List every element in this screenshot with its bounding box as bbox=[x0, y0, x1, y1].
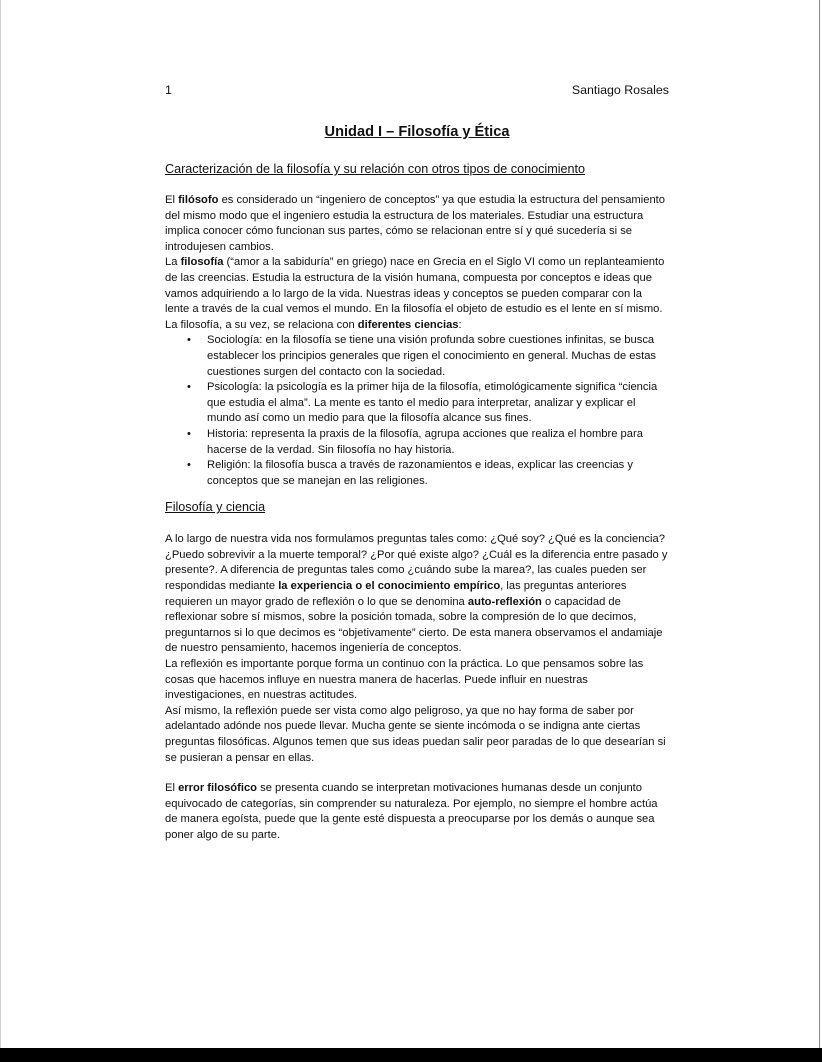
document-title: Unidad I – Filosofía y Ética bbox=[324, 124, 510, 140]
document-content bbox=[165, 82, 669, 844]
page-number: 1 bbox=[165, 83, 172, 97]
paragraph: La reflexión es importante porque forma un continuo con la práctica. Lo que pensamos sobre las cosas que hacemos influye en nuestra manera de hacerlas. Puede influir en nuestras investigaciones, en nuestras actitudes. bbox=[165, 658, 644, 702]
section-heading-caracterizacion: Caracterización de la filosofía y su relación con otros tipos de conocimiento bbox=[165, 162, 586, 176]
paragraph: La filosofía (“amor a la sabiduría” en griego) nace en Grecia en el Siglo VI como un replanteamiento de las creencias. Estudia la estructura de la visión humana, compuesta por conceptos e ideas que vamos adquiriendo a lo largo de la vida. Nuestras ideas y conceptos se pueden comparar con la lente a través de la cual vemos el mundo. En la filosofía el objeto de estudio es el lente en sí mismo. bbox=[165, 256, 665, 316]
paragraph: A lo largo de nuestra vida nos formulamos preguntas tales como: ¿Qué soy? ¿Qué es la conciencia? ¿Puedo sobrevivir a la muerte temporal? ¿Por qué existe algo? ¿Cuál es la diferencia entre pasado y presente?. A diferencia de preguntas tales como ¿cuándo sube la marea?, las cuales pueden ser respondidas mediante la experiencia o el conocimiento empírico, las preguntas anteriores requieren un mayor grado de reflexión o lo que se denomina auto-reflexión o capacidad de reflexionar sobre sí mismos, sobre la posición tomada, sobre la compresión de lo que decimos, preguntarnos si lo que decimos es “objetivamente” cierto. De esta manera observamos el andamiaje de nuestro pensamiento, hacemos ingeniería de conceptos. bbox=[165, 533, 668, 655]
paragraph: La filosofía, a su vez, se relaciona con diferentes ciencias: bbox=[165, 318, 462, 331]
paragraph: El error filosófico se presenta cuando se interpretan motivaciones humanas desde un conjunto equivocado de categorías, sin comprender su naturaleza. Por ejemplo, no siempre el hombre actúa de manera egoísta, puede que la gente esté dispuesta a preocuparse por los demás o aunque sea poner algo de su parte. bbox=[165, 782, 658, 841]
paragraph: El filósofo es considerado un “ingeniero de conceptos” ya que estudia la estructura del pensamiento del mismo modo que el ingeniero estudia la estructura de los materiales. Estudiar una estructura implica conocer cómo funcionan sus partes, cómo se relacionan entre sí y qué sucedería si se introdujesen cambios. bbox=[165, 194, 666, 253]
list-item: • Psicología: la psicología es la primer hija de la filosofía, etimológicamente significa “ciencia que estudia el alma”. La mente es tanto el medio para interpretar, analizar y explicar el mundo así como un medio para que la filosofía alcance sus fines. bbox=[207, 380, 669, 427]
author-name: Santiago Rosales bbox=[571, 83, 669, 97]
page-header bbox=[165, 82, 669, 98]
paragraph-gap bbox=[165, 766, 669, 781]
bottom-bar bbox=[0, 1048, 822, 1062]
list-item: • Historia: representa la praxis de la filosofía, agrupa acciones que realiza el hombre para hacerse de la verdad. Sin filosofía no hay historia. bbox=[207, 427, 669, 458]
list-item: • Religión: la filosofía busca a través de razonamientos e ideas, explicar las creencias y conceptos que se manejan en las religiones. bbox=[207, 458, 669, 489]
list-item: • Sociología: en la filosofía se tiene una visión profunda sobre cuestiones infinitas, se busca establecer los principios generales que rigen el conocimiento en general. Muchas de estas cuestiones surgen del contacto con la sociedad. bbox=[207, 333, 669, 380]
paragraph: Así mismo, la reflexión puede ser vista como algo peligroso, ya que no hay forma de saber por adelantado adónde nos puede llevar. Mucha gente se siente incómoda o se indigna ante ciertas preguntas filosóficas. Algunos temen que sus ideas puedan salir peor paradas de lo que desearían si se pusieran a pensar en ellas. bbox=[165, 704, 666, 764]
section-heading-filosofia-ciencia: Filosofía y ciencia bbox=[165, 500, 266, 515]
sciences-list bbox=[165, 333, 669, 489]
